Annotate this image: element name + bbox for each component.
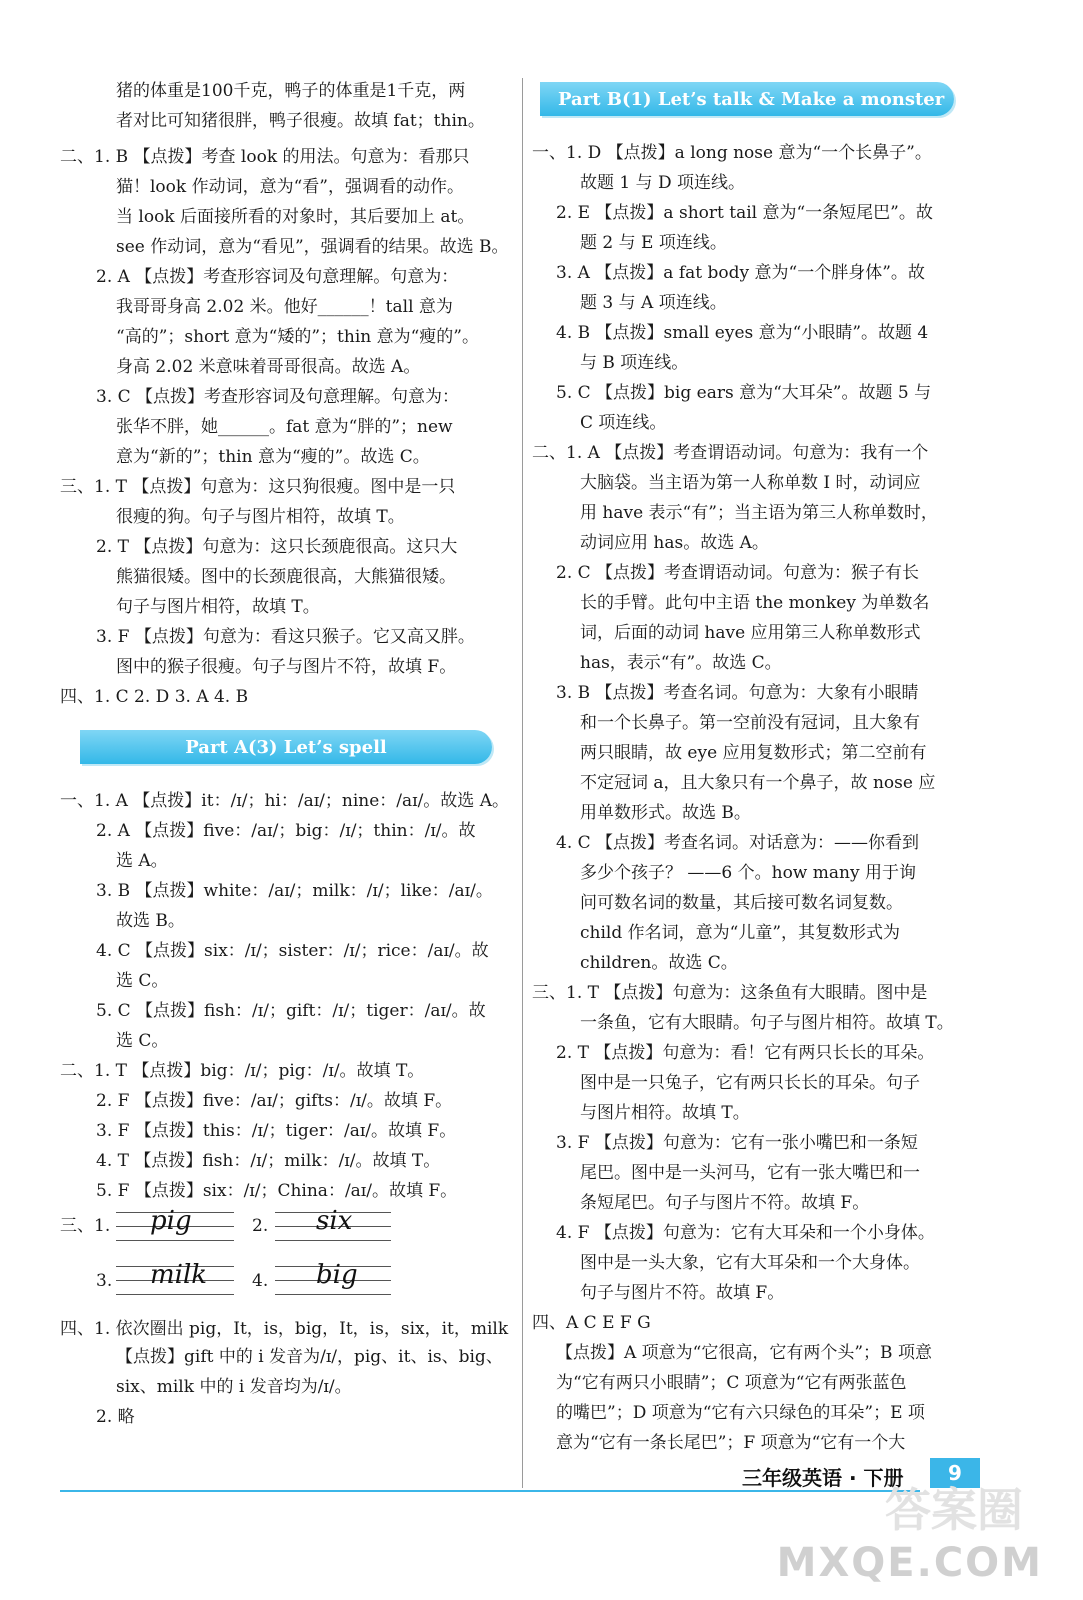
- handwritten-word: milk: [150, 1260, 208, 1290]
- answer-label: 4.: [252, 1271, 269, 1291]
- text-line: C 项连线。: [580, 413, 667, 433]
- text-line: 3. F 【点拨】this：/ɪ/；tiger：/aɪ/。故填 F。: [96, 1121, 457, 1141]
- text-line: “高的”；short 意为“矮的”；thin 意为“瘦的”。: [116, 327, 479, 347]
- text-line: 二、1. T 【点拨】big：/ɪ/；pig：/ɪ/。故填 T。: [60, 1061, 425, 1081]
- text-line: 三、1. T 【点拨】句意为：这条鱼有大眼睛。图中是: [532, 983, 928, 1003]
- text-line: 不定冠词 a，且大象只有一个鼻子，故 nose 应: [580, 773, 936, 793]
- answer-label: 三、1.: [60, 1216, 111, 1236]
- text-line: 选 C。: [116, 1031, 169, 1051]
- text-line: 2. A 【点拨】five：/aɪ/；big：/ɪ/；thin：/ɪ/。故: [96, 821, 476, 841]
- answer-label: 2.: [252, 1216, 269, 1236]
- text-line: 大脑袋。当主语为第一人称单数 I 时，动词应: [580, 473, 921, 493]
- footer-title: 三年级英语 · 下册: [742, 1466, 904, 1490]
- text-line: 者对比可知猪很胖，鸭子很瘦。故填 fat；thin。: [116, 111, 485, 131]
- text-line: 3. B 【点拨】white：/aɪ/；milk：/ɪ/；like：/aɪ/。: [96, 881, 493, 901]
- text-line: 一、1. A 【点拨】it：/ɪ/；hi：/aɪ/；nine：/aɪ/。故选 A。: [60, 791, 509, 811]
- section-banner-label: Part A(3) Let’s spell: [185, 736, 387, 758]
- text-line: 当 look 后面接所看的对象时，其后要加上 at。: [116, 207, 475, 227]
- text-line: 题 2 与 E 项连线。: [580, 233, 727, 253]
- text-line: 张华不胖，她______。fat 意为“胖的”；new: [116, 417, 453, 437]
- text-line: 一、1. D 【点拨】a long nose 意为“一个长鼻子”。: [532, 143, 932, 163]
- text-line: 二、1. A 【点拨】考查谓语动词。句意为：我有一个: [532, 443, 929, 463]
- text-line: 句子与图片相符，故填 T。: [116, 597, 320, 617]
- text-line: 长的手臂。此句中主语 the monkey 为单数名: [580, 593, 930, 613]
- text-line: 【点拨】A 项意为“它很高，它有两个头”；B 项意: [556, 1343, 932, 1363]
- text-line: 和一个长鼻子。第一空前没有冠词，且大象有: [580, 713, 920, 733]
- text-line: 2. T 【点拨】句意为：看！它有两只长长的耳朵。: [556, 1043, 935, 1063]
- text-line: 很瘦的狗。句子与图片相符，故填 T。: [116, 507, 405, 527]
- handwritten-word: six: [316, 1206, 353, 1236]
- text-line: 一条鱼，它有大眼睛。句子与图片相符。故填 T。: [580, 1013, 954, 1033]
- section-banner-label: Part B(1) Let’s talk & Make a monster: [558, 88, 945, 110]
- watermark-logo: 答案圈: [885, 1483, 1023, 1537]
- section-banner-part-a3: [80, 730, 492, 764]
- handwritten-word: pig: [150, 1206, 192, 1236]
- text-line: 的嘴巴”；D 项意为“它有六只绿色的耳朵”；E 项: [556, 1403, 925, 1423]
- text-line: 3. B 【点拨】考查名词。句意为：大象有小眼睛: [556, 683, 919, 703]
- text-line: 选 C。: [116, 971, 169, 991]
- text-line: 两只眼睛，故 eye 应用复数形式；第二空前有: [580, 743, 927, 763]
- text-line: 尾巴。图中是一头河马，它有一张大嘴巴和一: [580, 1163, 920, 1183]
- text-line: 2. F 【点拨】five：/aɪ/；gifts：/ɪ/。故填 F。: [96, 1091, 453, 1111]
- section-banner-part-b1: [540, 82, 954, 116]
- text-line: 图中是一只兔子，它有两只长长的耳朵。句子: [580, 1073, 920, 1093]
- text-line: 词，后面的动词 have 应用第三人称单数形式: [580, 623, 921, 643]
- text-line: 2. 略: [96, 1407, 135, 1427]
- column-divider: [522, 78, 523, 1488]
- text-line: 3. F 【点拨】句意为：看这只猴子。它又高又胖。: [96, 627, 475, 647]
- text-line: 2. T 【点拨】句意为：这只长颈鹿很高。这只大: [96, 537, 458, 557]
- answer-label: 3.: [96, 1271, 113, 1291]
- text-line: 题 3 与 A 项连线。: [580, 293, 727, 313]
- text-line: 四、1. C 2. D 3. A 4. B: [60, 687, 249, 707]
- text-line: see 作动词，意为“看见”，强调看的结果。故选 B。: [116, 237, 509, 257]
- text-line: children。故选 C。: [580, 953, 738, 973]
- text-line: 四、1. 依次圈出 pig，It，is，big，It，is，six，it，milk: [60, 1319, 509, 1339]
- text-line: 句子与图片不符。故填 F。: [580, 1283, 785, 1303]
- text-line: child 作名词，意为“儿童”，其复数形式为: [580, 923, 901, 943]
- text-line: 意为“新的”；thin 意为“瘦的”。故选 C。: [116, 447, 430, 467]
- text-line: 意为“它有一条长尾巴”；F 项意为“它有一个大: [556, 1433, 906, 1453]
- text-line: 二、1. B 【点拨】考查 look 的用法。句意为：看那只: [60, 147, 470, 167]
- text-line: 图中是一头大象，它有大耳朵和一个大身体。: [580, 1253, 920, 1273]
- text-line: 与图片相符。故填 T。: [580, 1103, 750, 1123]
- writing-line: [275, 1240, 391, 1241]
- text-line: 选 A。: [116, 851, 168, 871]
- text-line: 4. T 【点拨】fish：/ɪ/；milk：/ɪ/。故填 T。: [96, 1151, 441, 1171]
- text-line: 三、1. T 【点拨】句意为：这只狗很瘦。图中是一只: [60, 477, 456, 497]
- text-line: has，表示“有”。故选 C。: [580, 653, 782, 673]
- text-line: 4. F 【点拨】句意为：它有大耳朵和一个小身体。: [556, 1223, 935, 1243]
- writing-line: [275, 1294, 391, 1295]
- text-line: 猫！look 作动词，意为“看”，强调看的动作。: [116, 177, 464, 197]
- text-line: 5. C 【点拨】big ears 意为“大耳朵”。故题 5 与: [556, 383, 932, 403]
- text-line: 3. A 【点拨】a fat body 意为“一个胖身体”。故: [556, 263, 925, 283]
- handwritten-word: big: [316, 1260, 358, 1290]
- text-line: 与 B 项连线。: [580, 353, 689, 373]
- text-line: 用单数形式。故选 B。: [580, 803, 751, 823]
- text-line: 为“它有两只小眼睛”；C 项意为“它有两张蓝色: [556, 1373, 907, 1393]
- text-line: 2. E 【点拨】a short tail 意为“一条短尾巴”。故: [556, 203, 933, 223]
- text-line: 问可数名词的数量，其后接可数名词复数。: [580, 893, 903, 913]
- writing-line: [116, 1240, 234, 1241]
- text-line: 2. C 【点拨】考查谓语动词。句意为：猴子有长: [556, 563, 920, 583]
- text-line: six、milk 中的 i 发音均为/ɪ/。: [116, 1377, 352, 1397]
- text-line: 用 have 表示“有”；当主语为第三人称单数时，: [580, 503, 938, 523]
- text-line: 我哥哥身高 2.02 米。他好______！tall 意为: [116, 297, 453, 317]
- text-line: 2. A 【点拨】考查形容词及句意理解。句意为：: [96, 267, 459, 287]
- text-line: 图中的猴子很瘦。句子与图片不符，故填 F。: [116, 657, 457, 677]
- text-line: 4. C 【点拨】six：/ɪ/；sister：/ɪ/；rice：/aɪ/。故: [96, 941, 489, 961]
- text-line: 3. F 【点拨】句意为：它有一张小嘴巴和一条短: [556, 1133, 918, 1153]
- text-line: 动词应用 has。故选 A。: [580, 533, 769, 553]
- text-line: 5. F 【点拨】six：/ɪ/；China：/aɪ/。故填 F。: [96, 1181, 458, 1201]
- text-line: 3. C 【点拨】考查形容词及句意理解。句意为：: [96, 387, 460, 407]
- text-line: 故题 1 与 D 项连线。: [580, 173, 746, 193]
- watermark-url: MXQE.COM: [776, 1540, 1043, 1586]
- text-line: 条短尾巴。句子与图片不符。故填 F。: [580, 1193, 870, 1213]
- text-line: 【点拨】gift 中的 i 发音为/ɪ/，pig、it、is、big、: [116, 1347, 503, 1367]
- text-line: 身高 2.02 米意味着哥哥很高。故选 A。: [116, 357, 421, 377]
- text-line: 猪的体重是100千克，鸭子的体重是1千克，两: [116, 81, 466, 101]
- text-line: 4. C 【点拨】考查名词。对话意为：——你看到: [556, 833, 920, 853]
- text-line: 四、A C E F G: [532, 1313, 651, 1333]
- writing-line: [116, 1294, 234, 1295]
- text-line: 5. C 【点拨】fish：/ɪ/；gift：/ɪ/；tiger：/aɪ/。故: [96, 1001, 486, 1021]
- text-line: 多少个孩子？ ——6 个。how many 用于询: [580, 863, 916, 883]
- text-line: 熊猫很矮。图中的长颈鹿很高，大熊猫很矮。: [116, 567, 456, 587]
- text-line: 4. B 【点拨】small eyes 意为“小眼睛”。故题 4: [556, 323, 929, 343]
- page-number: 9: [930, 1458, 980, 1488]
- text-line: 故选 B。: [116, 911, 185, 931]
